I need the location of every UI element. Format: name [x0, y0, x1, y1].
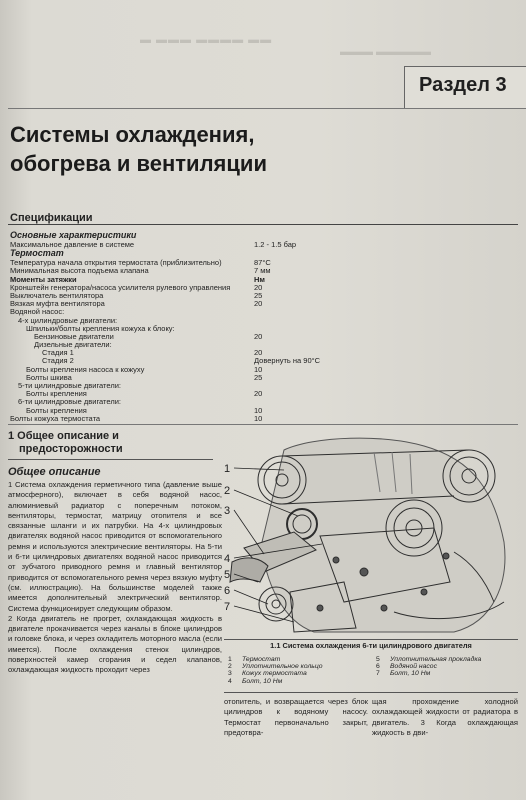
spec-label: 6-ти цилиндровые двигатели: — [18, 397, 121, 407]
spec-value: 1.2 - 1.5 бар — [254, 240, 297, 249]
specs-bottom-rule — [8, 424, 518, 425]
section-tab — [404, 66, 526, 109]
chapter-title-line1: Системы охлаждения, — [10, 122, 255, 147]
spec-label: 5-ти цилиндровые двигатели: — [18, 381, 121, 390]
legend-col-right — [376, 656, 516, 678]
specs-table — [10, 231, 420, 423]
paragraph-1: 1 Система охлаждения герметичного типа (давление выше атмосферного), включает в себя водяной насос, алюминиевый радиатор с поперечным потоком, вентиляторы, термостат, матрицу отопителя и все связанные шланги и их патрубки. На 4-х цилиндровых двигателях водяной насос приводится от вспомогательного ремня и используются электрические вентиляторы. На 5-ти и 6-ти цилиндровых двигателях водяной насос приводится от зубчатого приводного ремня и главный вентилятор приводится от вспомогательного ремня через вязкую муфту (см. иллюстрацию). На большинстве моделей также имеется дополнительный электрический вентилятор. Система функционирует следующим образом. — [8, 480, 222, 613]
bleed-through-text: ▬ ▬▬▬ ▬▬▬▬ ▬▬ — [140, 34, 273, 46]
legend-item: 2 Уплотнительное кольцо — [228, 663, 323, 671]
section-heading-line1: 1 Общее описание и — [8, 430, 119, 442]
legend-item: 5 Уплотнительная прокладка — [376, 656, 482, 663]
callout-2: 2 — [224, 485, 231, 497]
spec-row — [10, 241, 420, 249]
bleed-through-text-2: ▬▬▬ ▬▬▬▬▬ — [340, 46, 432, 58]
legend-rule — [224, 692, 518, 693]
engine-illustration — [224, 432, 518, 638]
chapter-title-line2: обогрева и вентиляции — [10, 151, 267, 176]
chapter-title — [10, 120, 267, 178]
spec-label: Основные характеристики — [10, 230, 137, 240]
header-rule — [8, 108, 526, 109]
spec-value: Нм — [254, 274, 265, 284]
legend-item: 3 Кожух термостата — [228, 670, 307, 678]
spec-value: Довернуть на 90°C — [254, 356, 321, 366]
left-column — [8, 430, 222, 676]
spec-label: Болты крепления насоса к кожуху — [26, 364, 145, 374]
spec-label: Вязкая муфта вентилятора — [10, 299, 105, 309]
callout-1: 1 — [224, 463, 231, 475]
spec-value: 20 — [254, 389, 263, 399]
legend-item: 6 Водяной насос — [376, 663, 437, 671]
column-2-text: отопитель, и возвращается через блок цилиндров к водяному насосу. Термостат первоначально закрыт, предотвра- — [224, 697, 368, 737]
subheading: Общее описание — [8, 466, 101, 478]
section-label: Раздел 3 — [419, 74, 507, 96]
spec-value: 87°C — [254, 258, 271, 268]
spec-value: 7 мм — [254, 266, 271, 276]
legend-item: 1 Термостат — [228, 656, 281, 663]
spec-label: Болты кожуха термостата — [10, 413, 101, 423]
spec-label: Термостат — [10, 248, 64, 259]
spec-label: Болты крепления — [26, 389, 87, 399]
paragraph-2: 2 Когда двигатель не прогрет, охлаждающая жидкость в двигателе прокачивается через каналы в блоке цилиндров и головке блока, и через охладитель моторного масла (если имеется). После охлаждения стенок цилиндров, поверхностей камер сгорания и седел клапанов, охлаждающая жидкость проходит через — [8, 613, 222, 675]
spec-label: Болты крепления — [26, 405, 87, 415]
spec-label: Стадия 1 — [42, 348, 74, 358]
spec-value: 20 — [254, 299, 263, 309]
spec-label: Шпильки/болты крепления кожуха к блоку: — [26, 323, 175, 333]
section-heading-line2: предосторожности — [19, 443, 123, 455]
spec-label: Водяной насос: — [10, 307, 65, 317]
section-rule — [8, 459, 213, 460]
spec-label: Бензиновые двигатели — [34, 331, 114, 341]
spec-label: Моменты затяжки — [10, 274, 77, 284]
specs-heading: Спецификации — [10, 212, 93, 224]
spec-label: Температура начала открытия термостата (приблизительно) — [10, 258, 222, 268]
spec-label: Максимальное давление в системе — [10, 240, 135, 249]
spec-value: 10 — [254, 405, 263, 415]
callout-6: 6 — [224, 585, 231, 597]
legend-item: 7 Болт, 10 Нм — [376, 670, 431, 678]
callout-7: 7 — [224, 601, 231, 613]
spec-row — [10, 300, 420, 308]
spec-row — [10, 415, 420, 423]
spec-value: 20 — [254, 282, 263, 292]
spec-label: Дизельные двигатели: — [34, 340, 112, 350]
column-3-text: щая прохождение холодной охлаждающей жидкости от радиатора в двигатель. 3 Когда охлаждающая жидкость в дви- — [372, 697, 518, 737]
callout-3: 3 — [224, 505, 231, 517]
spec-label: Выключатель вентилятора — [10, 290, 104, 300]
spec-value: 10 — [254, 413, 263, 423]
specs-rule — [8, 224, 518, 225]
spec-label: 4-х цилиндровые двигатели: — [18, 315, 118, 325]
callout-4: 4 — [224, 553, 231, 565]
caption-rule — [224, 639, 518, 640]
legend-col-left — [228, 656, 368, 685]
spec-value: 20 — [254, 331, 263, 341]
callout-5: 5 — [224, 569, 231, 581]
spec-label: Кронштейн генератора/насоса усилителя рулевого управления — [10, 282, 231, 292]
legend-item: 4 Болт, 10 Нм — [228, 677, 283, 685]
section-heading — [8, 430, 222, 456]
spec-value: 20 — [254, 348, 263, 358]
spec-label: Болты шкива — [26, 372, 72, 382]
spec-value: 10 — [254, 364, 263, 374]
spec-label: Минимальная высота подъема клапана — [10, 266, 149, 276]
spec-value: 25 — [254, 372, 263, 382]
spec-value: 25 — [254, 290, 263, 300]
figure-caption: 1.1 Система охлаждения 6-ти цилиндрового двигателя — [270, 641, 472, 650]
spec-label: Стадия 2 — [42, 356, 74, 366]
